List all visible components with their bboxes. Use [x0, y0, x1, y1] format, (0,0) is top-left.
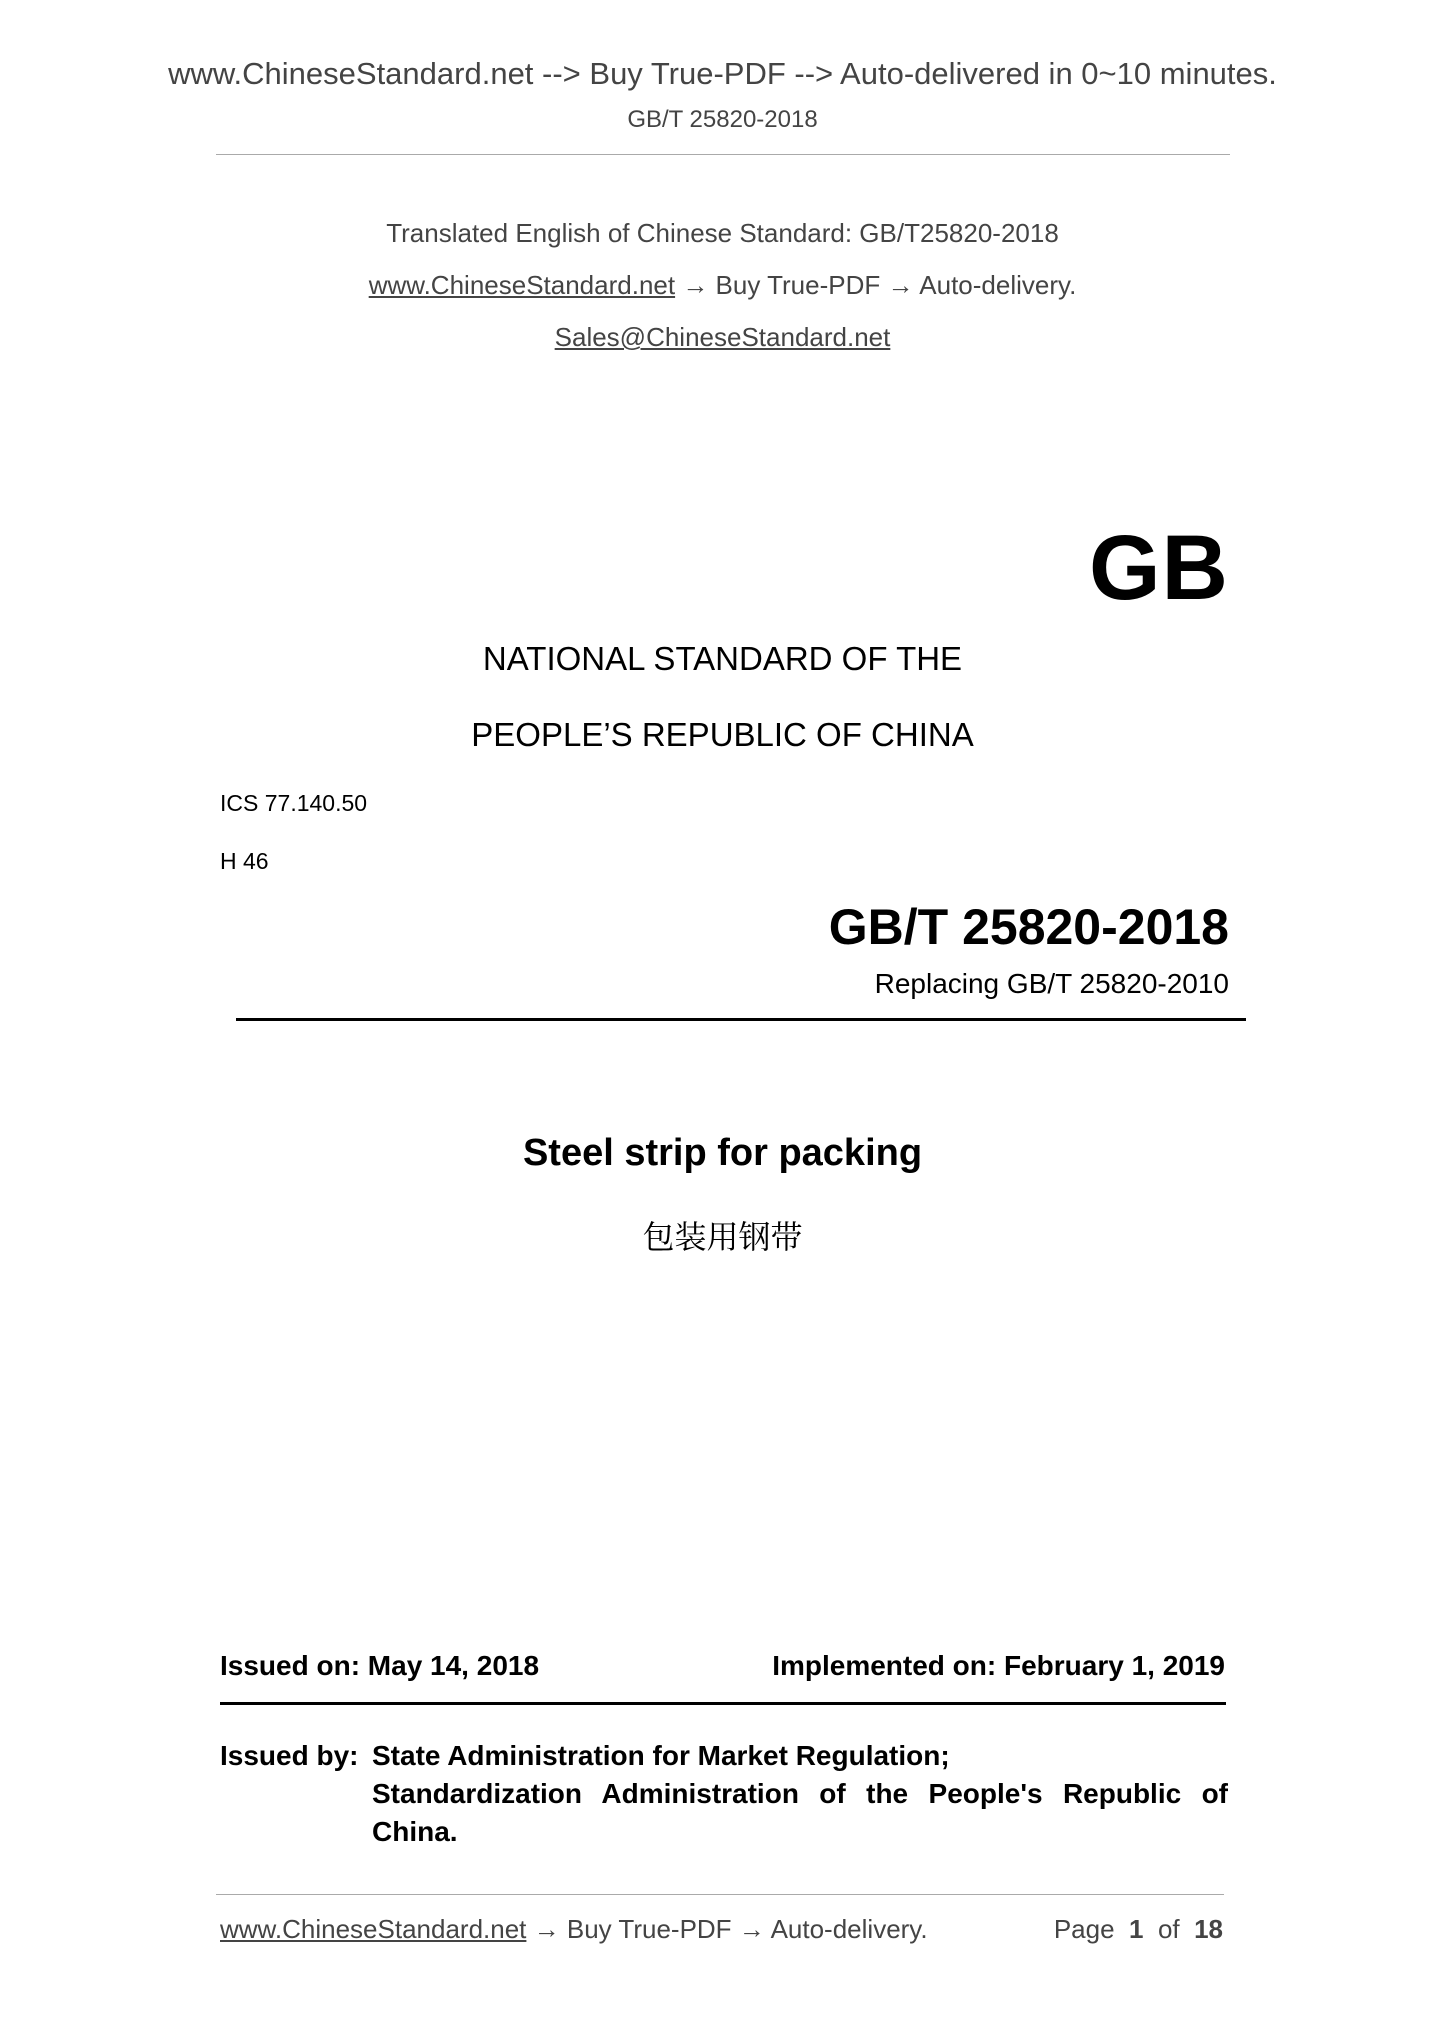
replacing-note: Replacing GB/T 25820-2010: [874, 968, 1229, 999]
page-current: 1: [1129, 1914, 1144, 1944]
email-line: [0, 322, 1445, 353]
top-banner: www.ChineseStandard.net --> Buy True-PDF --> Auto-delivered in 0~10 minutes.: [168, 56, 1277, 91]
footer-site-rest: → Buy True-PDF → Auto-delivery.: [526, 1914, 928, 1944]
document-title-chinese: 包装用钢带: [642, 1219, 803, 1255]
ics-code: ICS 77.140.50: [220, 790, 368, 816]
national-standard-line-1: NATIONAL STANDARD OF THE: [482, 640, 963, 677]
page-indicator: [1054, 1914, 1223, 1945]
footer-site-line: [220, 1914, 928, 1945]
gb-mark: GB: [1089, 517, 1229, 619]
classification-code: H 46: [220, 848, 269, 874]
issued-by-label: Issued by:: [220, 1740, 359, 1771]
page-of: of: [1157, 1914, 1180, 1944]
page-total: 18: [1194, 1914, 1223, 1944]
standard-code: GB/T 25820-2018: [828, 899, 1229, 955]
site-link[interactable]: www.ChineseStandard.net: [368, 270, 676, 300]
document-title-english: Steel strip for packing: [522, 1132, 923, 1174]
email-link[interactable]: Sales@ChineseStandard.net: [554, 322, 891, 352]
standard-code-divider: [236, 1018, 1246, 1021]
translation-line: Translated English of Chinese Standard: GB/T25820-2018: [386, 218, 1059, 248]
national-standard-line-2: PEOPLE’S REPUBLIC OF CHINA: [471, 716, 974, 753]
issuer-line-3: China.: [372, 1816, 458, 1847]
site-line: [0, 270, 1445, 301]
implemented-on-date: Implemented on: February 1, 2019: [772, 1650, 1225, 1681]
header-standard-code: GB/T 25820-2018: [627, 106, 818, 133]
issue-divider: [220, 1702, 1226, 1705]
header-divider: [216, 154, 1230, 155]
footer-site-link[interactable]: www.ChineseStandard.net: [220, 1914, 527, 1944]
footer-divider: [216, 1894, 1224, 1895]
issuer-line-1: State Administration for Market Regulation;: [372, 1740, 950, 1771]
issuer-line-2: Standardization Administration of the People's Republic of: [372, 1778, 1228, 1809]
issued-on-date: Issued on: May 14, 2018: [220, 1650, 540, 1681]
page-label: Page: [1053, 1914, 1115, 1944]
site-line-rest: → Buy True-PDF → Auto-delivery.: [675, 270, 1077, 300]
